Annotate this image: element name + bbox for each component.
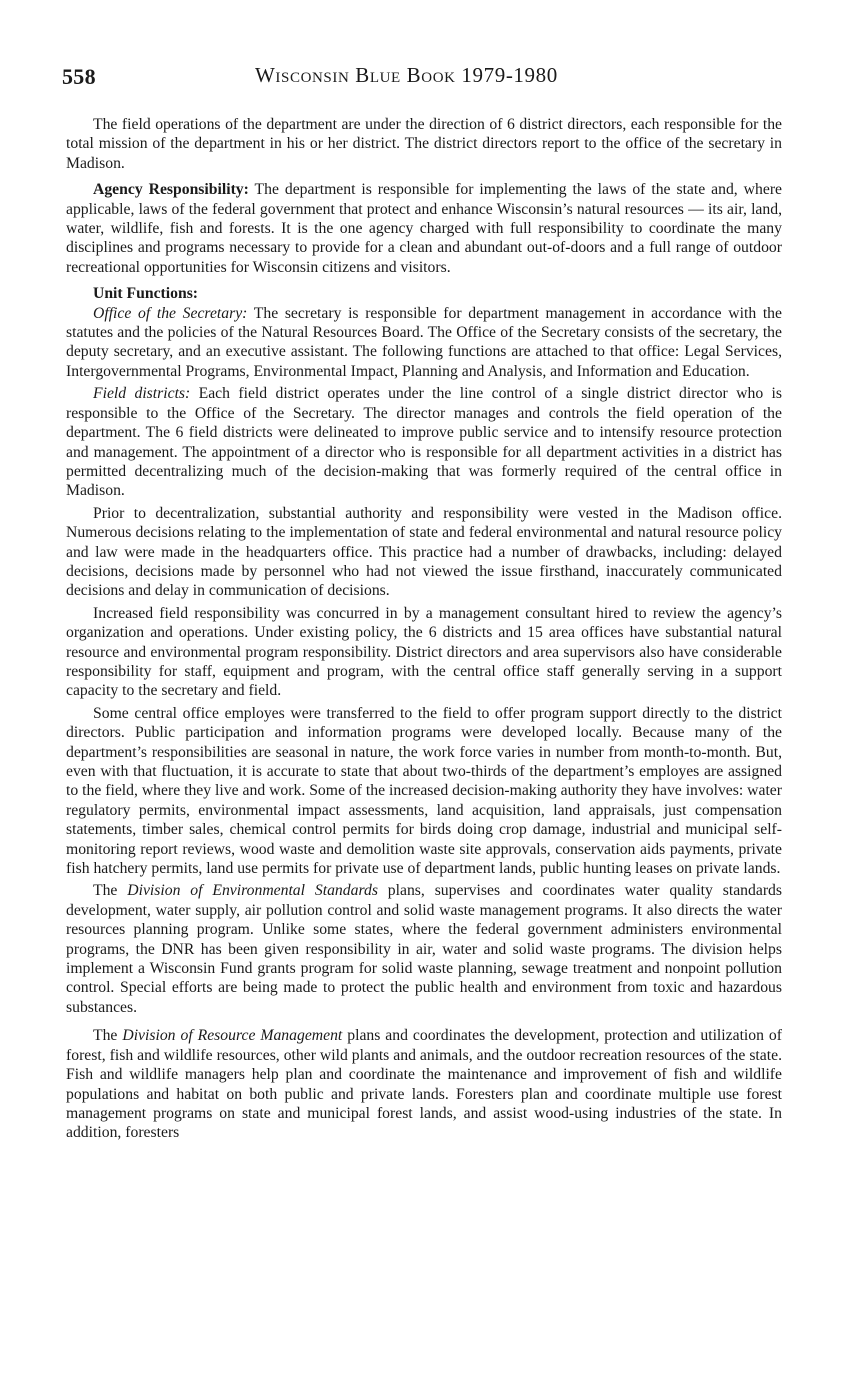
resource-management-intro: The — [93, 1027, 123, 1045]
paragraph-environmental-standards — [66, 881, 782, 1017]
running-title: Wisconsin Blue Book 1979-1980 — [255, 63, 558, 87]
paragraph-office-of-secretary — [66, 304, 782, 382]
environmental-standards-intro: The — [93, 882, 128, 900]
paragraph-resource-management — [66, 1026, 782, 1142]
paragraph-field-operations: The field operations of the department are under the direction of 6 district directors, each responsible for the total mission of the department in his or her district. The district directors report to the office of the secretary in Madison. — [66, 116, 782, 172]
field-districts-heading: Field districts: — [93, 385, 191, 403]
agency-responsibility-heading: Agency Responsibility: — [93, 181, 249, 199]
office-of-secretary-text: The secretary is responsible for department management in accordance with the statutes and the policies of the Natural Resources Board. The Office of the Secretary consists of the secretary, the deputy secretary, and an executive assistant. The following functions are attached to that office: Legal Services, Intergovernmental Programs, Environmental Impact, Planning and Analysis, and Information and Education. — [66, 304, 782, 380]
page-number: 558 — [62, 64, 96, 89]
field-districts-text: Each field district operates under the line control of a single district director who is responsible to the Office of the Secretary. The director manages and controls the field operation of the department. The 6 field districts were delineated to improve public service and to intensify resource protection and management. The appointment of a director who is responsible for all department activities in a district has permitted decentralizing much of the decision-making that was formerly required of the central office in Madison. — [66, 385, 782, 500]
environmental-standards-division: Division of Environmental Standards — [127, 882, 378, 900]
paragraph-field-districts — [66, 384, 782, 500]
paragraph-agency-responsibility — [66, 180, 782, 277]
unit-functions-heading — [66, 284, 782, 303]
page-body — [66, 115, 782, 1143]
resource-management-text: plans and coordinates the development, protection and utilization of forest, fish and wildlife resources, other wild plants and animals, and the outdoor recreation resources of the state. Fish and wildlife managers help plan and coordinate the maintenance and improvement of fish and wildlife populations and habitat on both public and private lands. Foresters plan and coordinate multiple use forest management programs on state and municipal forest lands, and assist wood-using industries of the state. In addition, foresters — [66, 1027, 782, 1142]
paragraph-central-office-employes: Some central office employes were transferred to the field to offer program support directly to the district directors. Public participation and information programs were developed locally. Because many of the department’s responsibilities are seasonal in nature, the work force varies in number from month-to-month. But, even with that fluctuation, it is accurate to state that about two-thirds of the department’s employes are assigned to the field, where they live and work. Some of the increased decision-making authority they have involves: water regulatory permits, environmental impact assessments, land acquisition, land appraisals, just compensation statements, timber sales, chemical control permits for birds doing crop damage, industrial and municipal self-monitoring report reviews, wood waste and demolition waste site approvals, conservation aids payments, private fish hatchery permits, land use permits for private use of department lands, public hunting leases on private lands. — [66, 704, 782, 878]
resource-management-division: Division of Resource Management — [122, 1027, 343, 1045]
environmental-standards-text: plans, supervises and coordinates water quality standards development, water supply, air pollution control and solid waste management programs. It also directs the water resources planning program. Unlike some states, where the federal government administers environmental programs, the DNR has been given responsibility in air, water and solid waste programs. The division helps implement a Wisconsin Fund grants program for solid waste planning, sewage treatment and nonpoint pollution control. Special efforts are being made to protect the public health and environment from toxic and hazardous substances. — [66, 882, 782, 1016]
paragraph-increased-field-responsibility: Increased field responsibility was concurred in by a management consultant hired to review the agency’s organization and operations. Under existing policy, the 6 districts and 15 area offices have substantial natural resource and environmental program responsibility. District directors and area supervisors also have considerable responsibility for staff, equipment and program, with the central office staff generally serving in a support capacity to the secretary and field. — [66, 604, 782, 700]
unit-functions-label: Unit Functions: — [93, 285, 199, 303]
agency-responsibility-text: The department is responsible for implementing the laws of the state and, where applicable, laws of the federal government that protect and enhance Wisconsin’s natural resources — its air, land, water, wildlife, fish and forests. It is the one agency charged with full responsibility to coordinate the many disciplines and programs necessary to provide for a clean and abundant out-of-doors and a full range of outdoor recreational opportunities for Wisconsin citizens and visitors. — [66, 181, 783, 276]
office-of-secretary-heading: Office of the Secretary: — [93, 304, 248, 322]
paragraph-prior-to-decentralization: Prior to decentralization, substantial authority and responsibility were vested in the Madison office. Numerous decisions relating to the implementation of state and federal environmental and natural resource policy and law were made in the headquarters office. This practice had a number of drawbacks, including: delayed decisions, decisions made by personnel who had not viewed the issue firsthand, inaccurately communicated decisions and delay in communication of decisions. — [66, 504, 782, 600]
